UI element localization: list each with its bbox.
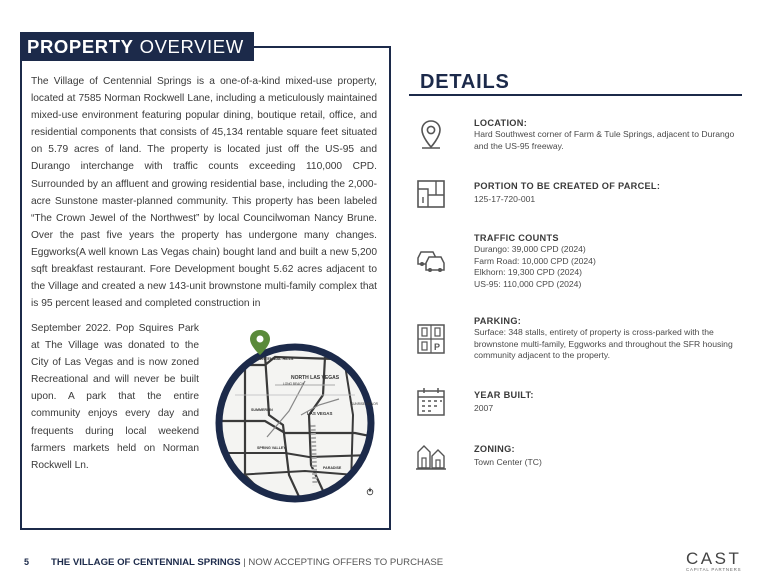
- details-divider: [409, 94, 742, 96]
- detail-title-parcel: PORTION TO BE CREATED OF PARCEL:: [474, 181, 661, 191]
- logo-sub-text: CAPITAL PARTNERS: [686, 567, 742, 572]
- page-number: 5: [24, 557, 30, 567]
- footer-caption: [51, 557, 443, 568]
- footer-separator: |: [240, 557, 249, 568]
- location-pin-icon: [414, 118, 448, 152]
- parcel-plan-icon: [414, 177, 448, 211]
- traffic-line-durango: Durango: 39,000 CPD (2024): [474, 244, 586, 254]
- overview-paragraph-continued: September 2022. Pop Squires Park at The Village was donated to the City of Las Vegas and is now zoned Recreational and will never be built upon. A park that the entire community enjoys every day and frequents during local weekend farmers markets held on Norman Rockwell Ln.: [31, 323, 199, 471]
- footer-property-name: THE VILLAGE OF CENTENNIAL SPRINGS: [51, 557, 241, 568]
- detail-title-zoning: ZONING:: [474, 444, 515, 454]
- detail-text-parcel: 125-17-720-001: [474, 194, 536, 204]
- location-map: [205, 325, 385, 505]
- map-label-centennial: CENTENNIAL HILLS: [257, 357, 294, 361]
- compass-icon: [367, 487, 373, 495]
- section-title: [20, 32, 254, 61]
- detail-title-parking: PARKING:: [474, 316, 522, 326]
- detail-text-parking: Surface: 348 stalls, entirety of property is cross-parked with the brownstone multi-family, Eggworks and throughout the SFR housing community adjacent to the property.: [474, 327, 733, 361]
- parking-icon: [414, 322, 448, 356]
- traffic-line-farm-road: Farm Road: 10,000 CPD (2024): [474, 255, 596, 266]
- map-label-paradise: PARADISE: [323, 466, 342, 470]
- detail-text-zoning: Town Center (TC): [474, 457, 542, 467]
- detail-title-location: LOCATION:: [474, 118, 528, 128]
- map-label-north-lv: NORTH LAS VEGAS: [290, 375, 340, 381]
- section-title-bold: PROPERTY: [27, 35, 134, 57]
- calendar-icon: [414, 385, 448, 419]
- map-label-spring-valley: SPRING VALLEY: [257, 446, 286, 450]
- details-heading: DETAILS: [420, 71, 510, 93]
- overview-paragraph: The Village of Centennial Springs is a one-of-a-kind mixed-use property, located at 7585 Norman Rockwell Lane, including a meticulously maintained mixed-use environment featuring popular dining, boutique retail, office, and residential components that consists of 45,134 rentable square feet situated on 5.79 acres of land. The property is located just off the US-95 and Durango interchange with traffic counts exceeding 110,000 CPD. Surrounded by an affluent and growing residential base, including the 2,000-acre Sunstone master-planned community. This property has been labeled “The Crown Jewel of the Northwest” by local Councilwoman Nancy Brune. Over the past five years the property has undergone many changes. Eggworks(A well known Las Vegas chain) bought land and built a new 5,200 sqft breakfast restaurant. Fore Development bought 5.62 acres adjacent to the Village and created a new 143-unit brownstone multi-family complex that is 95 percent leased and completed construction in: [31, 76, 377, 310]
- detail-text-traffic: [474, 244, 742, 290]
- zoning-icon: [414, 438, 448, 472]
- detail-title-traffic: TRAFFIC COUNTS: [474, 233, 559, 243]
- detail-title-year-built: YEAR BUILT:: [474, 390, 534, 400]
- map-label-las-vegas: LAS VEGAS: [307, 411, 333, 416]
- detail-text-year-built: 2007: [474, 403, 494, 413]
- company-logo: [686, 550, 741, 573]
- map-svg: [205, 325, 385, 505]
- logo-main-text: CAST: [686, 549, 742, 568]
- section-title-light: OVERVIEW: [139, 35, 244, 57]
- map-label-sunrise: SUNRISE MANOR: [351, 402, 378, 406]
- svg-text:P: P: [434, 342, 441, 352]
- detail-text-location: Hard Southwest corner of Farm & Tule Springs, adjacent to Durango and the US-95 freeway.: [474, 129, 735, 151]
- traffic-line-elkhorn: Elkhorn: 19,300 CPD (2024): [474, 267, 582, 278]
- footer-tagline: NOW ACCEPTING OFFERS TO PURCHASE: [248, 557, 444, 568]
- cars-icon: [414, 243, 448, 277]
- map-label-long-beach: LONG BEACH: [283, 382, 304, 386]
- traffic-line-us95: US-95: 110,000 CPD (2024): [474, 278, 582, 289]
- map-label-summerlin: SUMMERLIN: [251, 408, 273, 412]
